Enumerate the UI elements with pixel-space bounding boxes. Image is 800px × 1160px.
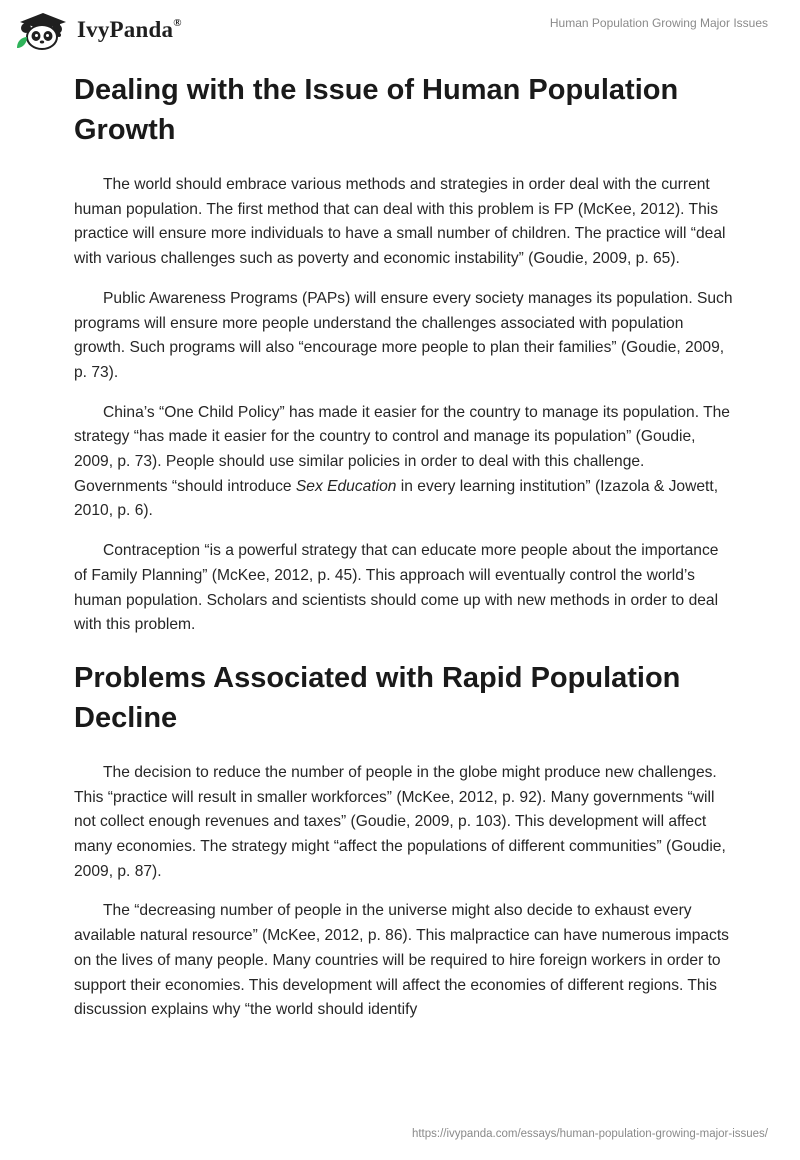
brand-name: IvyPanda®: [77, 17, 182, 42]
paragraph: Contraception “is a powerful strategy that can educate more people about the importance of Family Planning” (McKee, 2012, p. 45). This approach will eventually control the world’s human population. Scholars and scientists should come up with new methods in order to deal with this problem.: [74, 542, 719, 634]
paragraph: The world should embrace various methods and strategies in order deal with the current human population. The first method that can deal with this problem is FP (McKee, 2012). This practice will ensure more individuals to have a small number of children. The practice will “deal with various challenges such as poverty and economic instability” (Goudie, 2009, p. 65).: [74, 176, 726, 268]
section-heading: Dealing with the Issue of Human Population Growth: [74, 74, 679, 146]
brand-logo[interactable]: [14, 10, 182, 50]
paragraph: The “decreasing number of people in the universe might also decide to exhaust every available natural resource” (McKee, 2012, p. 86). This malpractice can have numerous impacts on the lives of many people. Many countries will be required to hire foreign workers in order to support their economies. This development will affect the economies of different regions. This discussion explains why “the world should identify: [74, 902, 729, 1019]
page-header: [0, 0, 800, 60]
section-population-growth: [74, 70, 734, 638]
paragraph: The decision to reduce the number of people in the globe might produce new challenges. This “practice will result in smaller workforces” (McKee, 2012, p. 92). Many governments “will not collect enough revenues and taxes” (Goudie, 2009, p. 103). This development will affect many economies. The strategy might “affect the populations of different communities” (Goudie, 2009, p. 87).: [74, 763, 726, 880]
paragraph: China’s “One Child Policy” has made it easier for the country to manage its population. The strategy “has made it easier for the country to control and manage its population” (Goudie, 2009, p. 73). People should use similar policies in order to deal with this challenge. Governments “should introduce Sex Education in every learning institution” (Izazola & Jowett, 2010, p. 6).: [74, 403, 730, 520]
paragraph: Public Awareness Programs (PAPs) will ensure every society manages its population. Such programs will ensure more people understand the challenges associated with population growth. Such programs will also “encourage more people to plan their families” (Goudie, 2009, p. 73).: [74, 289, 733, 381]
panda-graduate-icon: [14, 10, 72, 50]
source-url[interactable]: https://ivypanda.com/essays/human-population-growing-major-issues/: [411, 1128, 768, 1140]
registered-mark: ®: [173, 17, 182, 30]
section-heading: Problems Associated with Rapid Population Decline: [74, 661, 681, 734]
emphasis-text: Sex Education: [295, 477, 397, 495]
section-population-decline: [74, 658, 734, 1023]
document-title: Human Population Growing Major Issues: [549, 16, 768, 30]
essay-content: [74, 70, 734, 1023]
